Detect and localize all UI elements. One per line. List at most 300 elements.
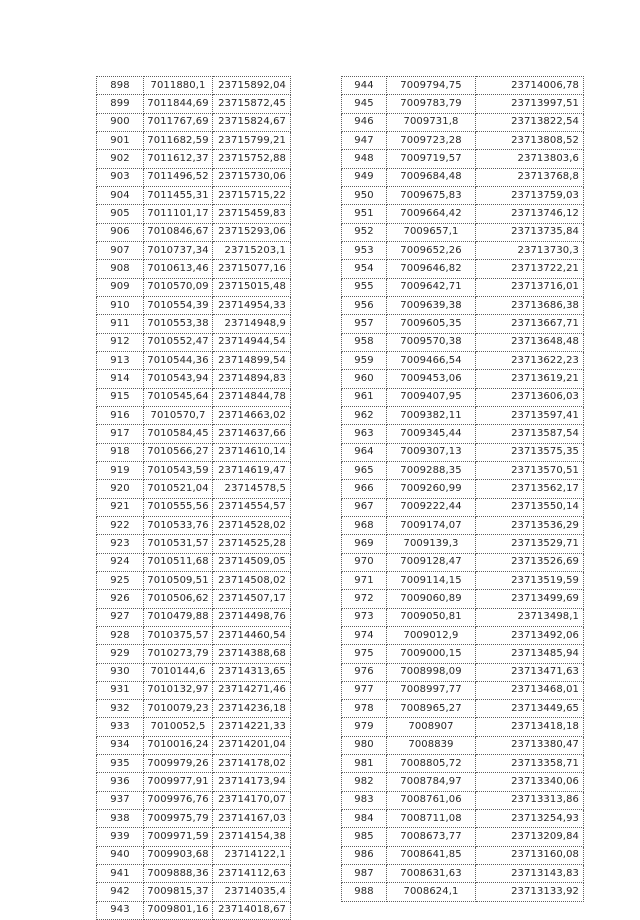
y-coordinate-cell: 23715715,22 [213, 186, 291, 204]
x-coordinate-cell: 7009639,38 [387, 296, 476, 314]
table-row [342, 718, 584, 736]
point-number-cell: 935 [97, 755, 144, 773]
table-row [342, 791, 584, 809]
y-coordinate-cell: 23713209,84 [476, 828, 584, 846]
point-number-cell: 900 [97, 113, 144, 131]
y-coordinate-cell: 23714112,63 [213, 865, 291, 883]
point-number-cell: 969 [342, 535, 387, 553]
table-row [97, 370, 291, 388]
x-coordinate-cell: 7009783,79 [387, 95, 476, 113]
y-coordinate-cell: 23713597,41 [476, 406, 584, 424]
point-number-cell: 910 [97, 296, 144, 314]
table-row [97, 278, 291, 296]
x-coordinate-cell: 7009731,8 [387, 113, 476, 131]
table-row [97, 681, 291, 699]
x-coordinate-cell: 7008805,72 [387, 755, 476, 773]
x-coordinate-cell: 7010521,04 [144, 480, 213, 498]
table-row [342, 278, 584, 296]
y-coordinate-cell: 23714944,54 [213, 333, 291, 351]
y-coordinate-cell: 23714167,03 [213, 810, 291, 828]
y-coordinate-cell: 23713822,54 [476, 113, 584, 131]
point-number-cell: 934 [97, 736, 144, 754]
y-coordinate-cell: 23713686,38 [476, 296, 584, 314]
point-number-cell: 971 [342, 571, 387, 589]
table-row [97, 315, 291, 333]
y-coordinate-cell: 23713648,48 [476, 333, 584, 351]
y-coordinate-cell: 23713622,23 [476, 351, 584, 369]
point-number-cell: 905 [97, 205, 144, 223]
point-number-cell: 931 [97, 681, 144, 699]
x-coordinate-cell: 7009815,37 [144, 883, 213, 901]
x-coordinate-cell: 7008907 [387, 718, 476, 736]
y-coordinate-cell: 23714899,54 [213, 351, 291, 369]
y-coordinate-cell: 23713499,69 [476, 590, 584, 608]
y-coordinate-cell: 23714035,4 [213, 883, 291, 901]
table-row [97, 865, 291, 883]
y-coordinate-cell: 23714122,1 [213, 846, 291, 864]
table-row [342, 535, 584, 553]
point-number-cell: 952 [342, 223, 387, 241]
x-coordinate-cell: 7011844,69 [144, 95, 213, 113]
x-coordinate-cell: 7009260,99 [387, 480, 476, 498]
point-number-cell: 913 [97, 351, 144, 369]
x-coordinate-cell: 7010144,6 [144, 663, 213, 681]
point-number-cell: 961 [342, 388, 387, 406]
point-number-cell: 974 [342, 626, 387, 644]
point-number-cell: 901 [97, 131, 144, 149]
y-coordinate-cell: 23715293,06 [213, 223, 291, 241]
table-row [97, 205, 291, 223]
x-coordinate-cell: 7009975,79 [144, 810, 213, 828]
x-coordinate-cell: 7010531,57 [144, 535, 213, 553]
table-row [97, 810, 291, 828]
x-coordinate-cell: 7010613,46 [144, 260, 213, 278]
point-number-cell: 917 [97, 425, 144, 443]
y-coordinate-cell: 23715015,48 [213, 278, 291, 296]
y-coordinate-cell: 23714948,9 [213, 315, 291, 333]
table-row [342, 388, 584, 406]
y-coordinate-cell: 23713526,69 [476, 553, 584, 571]
y-coordinate-cell: 23714844,78 [213, 388, 291, 406]
y-coordinate-cell: 23714173,94 [213, 773, 291, 791]
x-coordinate-cell: 7010552,47 [144, 333, 213, 351]
point-number-cell: 899 [97, 95, 144, 113]
y-coordinate-cell: 23715752,88 [213, 150, 291, 168]
point-number-cell: 945 [342, 95, 387, 113]
table-row [342, 333, 584, 351]
table-row [97, 883, 291, 901]
point-number-cell: 929 [97, 645, 144, 663]
coordinates-table-left [96, 76, 291, 920]
point-number-cell: 947 [342, 131, 387, 149]
y-coordinate-cell: 23713619,21 [476, 370, 584, 388]
x-coordinate-cell: 7009453,06 [387, 370, 476, 388]
point-number-cell: 909 [97, 278, 144, 296]
point-number-cell: 953 [342, 241, 387, 259]
y-coordinate-cell: 23713519,59 [476, 571, 584, 589]
x-coordinate-cell: 7009977,91 [144, 773, 213, 791]
point-number-cell: 920 [97, 480, 144, 498]
x-coordinate-cell: 7008624,1 [387, 883, 476, 901]
table-row [342, 736, 584, 754]
point-number-cell: 937 [97, 791, 144, 809]
table-row [97, 571, 291, 589]
x-coordinate-cell: 7008641,85 [387, 846, 476, 864]
y-coordinate-cell: 23713667,71 [476, 315, 584, 333]
x-coordinate-cell: 7010554,39 [144, 296, 213, 314]
table-row [342, 95, 584, 113]
point-number-cell: 980 [342, 736, 387, 754]
x-coordinate-cell: 7009657,1 [387, 223, 476, 241]
point-number-cell: 902 [97, 150, 144, 168]
y-coordinate-cell: 23715203,1 [213, 241, 291, 259]
table-row [97, 150, 291, 168]
y-coordinate-cell: 23713492,06 [476, 626, 584, 644]
x-coordinate-cell: 7008997,77 [387, 681, 476, 699]
y-coordinate-cell: 23713746,12 [476, 205, 584, 223]
x-coordinate-cell: 7011612,37 [144, 150, 213, 168]
y-coordinate-cell: 23714170,07 [213, 791, 291, 809]
point-number-cell: 946 [342, 113, 387, 131]
x-coordinate-cell: 7009407,95 [387, 388, 476, 406]
x-coordinate-cell: 7008711,08 [387, 810, 476, 828]
y-coordinate-cell: 23715077,16 [213, 260, 291, 278]
table-row [342, 461, 584, 479]
table-row [342, 626, 584, 644]
table-row [97, 516, 291, 534]
y-coordinate-cell: 23713716,01 [476, 278, 584, 296]
table-row [342, 370, 584, 388]
x-coordinate-cell: 7011101,17 [144, 205, 213, 223]
table-row [97, 755, 291, 773]
point-number-cell: 923 [97, 535, 144, 553]
point-number-cell: 938 [97, 810, 144, 828]
table-row [342, 241, 584, 259]
x-coordinate-cell: 7010553,38 [144, 315, 213, 333]
x-coordinate-cell: 7009012,9 [387, 626, 476, 644]
point-number-cell: 950 [342, 186, 387, 204]
y-coordinate-cell: 23714954,33 [213, 296, 291, 314]
y-coordinate-cell: 23713340,06 [476, 773, 584, 791]
y-coordinate-cell: 23714509,05 [213, 553, 291, 571]
x-coordinate-cell: 7009174,07 [387, 516, 476, 534]
table-row [342, 571, 584, 589]
point-number-cell: 908 [97, 260, 144, 278]
x-coordinate-cell: 7010079,23 [144, 700, 213, 718]
x-coordinate-cell: 7008761,06 [387, 791, 476, 809]
point-number-cell: 978 [342, 700, 387, 718]
x-coordinate-cell: 7011455,31 [144, 186, 213, 204]
y-coordinate-cell: 23713735,84 [476, 223, 584, 241]
x-coordinate-cell: 7010273,79 [144, 645, 213, 663]
table-row [342, 168, 584, 186]
y-coordinate-cell: 23714460,54 [213, 626, 291, 644]
x-coordinate-cell: 7008784,97 [387, 773, 476, 791]
x-coordinate-cell: 7009307,13 [387, 443, 476, 461]
point-number-cell: 933 [97, 718, 144, 736]
table-row [97, 333, 291, 351]
table-row [342, 113, 584, 131]
table-row [97, 223, 291, 241]
table-row [342, 498, 584, 516]
table-row [97, 461, 291, 479]
x-coordinate-cell: 7008631,63 [387, 865, 476, 883]
table-row [342, 828, 584, 846]
x-coordinate-cell: 7009976,76 [144, 791, 213, 809]
x-coordinate-cell: 7011880,1 [144, 77, 213, 95]
x-coordinate-cell: 7009684,48 [387, 168, 476, 186]
point-number-cell: 912 [97, 333, 144, 351]
table-row [342, 773, 584, 791]
point-number-cell: 914 [97, 370, 144, 388]
point-number-cell: 958 [342, 333, 387, 351]
x-coordinate-cell: 7009642,71 [387, 278, 476, 296]
x-coordinate-cell: 7008998,09 [387, 663, 476, 681]
y-coordinate-cell: 23713468,01 [476, 681, 584, 699]
x-coordinate-cell: 7010375,57 [144, 626, 213, 644]
y-coordinate-cell: 23713997,51 [476, 95, 584, 113]
y-coordinate-cell: 23713575,35 [476, 443, 584, 461]
y-coordinate-cell: 23714507,17 [213, 590, 291, 608]
y-coordinate-cell: 23713606,03 [476, 388, 584, 406]
table-row [342, 663, 584, 681]
table-row [342, 351, 584, 369]
point-number-cell: 921 [97, 498, 144, 516]
point-number-cell: 983 [342, 791, 387, 809]
x-coordinate-cell: 7009664,42 [387, 205, 476, 223]
y-coordinate-cell: 23714663,02 [213, 406, 291, 424]
y-coordinate-cell: 23714508,02 [213, 571, 291, 589]
point-number-cell: 918 [97, 443, 144, 461]
x-coordinate-cell: 7009288,35 [387, 461, 476, 479]
table-row [97, 296, 291, 314]
y-coordinate-cell: 23713730,3 [476, 241, 584, 259]
y-coordinate-cell: 23713536,29 [476, 516, 584, 534]
point-number-cell: 987 [342, 865, 387, 883]
y-coordinate-cell: 23713803,6 [476, 150, 584, 168]
point-number-cell: 904 [97, 186, 144, 204]
y-coordinate-cell: 23713768,8 [476, 168, 584, 186]
point-number-cell: 985 [342, 828, 387, 846]
y-coordinate-cell: 23713254,93 [476, 810, 584, 828]
y-coordinate-cell: 23713529,71 [476, 535, 584, 553]
x-coordinate-cell: 7009646,82 [387, 260, 476, 278]
table-row [97, 773, 291, 791]
point-number-cell: 960 [342, 370, 387, 388]
point-number-cell: 975 [342, 645, 387, 663]
table-row [97, 351, 291, 369]
y-coordinate-cell: 23714201,04 [213, 736, 291, 754]
y-coordinate-cell: 23714525,28 [213, 535, 291, 553]
table-row [97, 443, 291, 461]
x-coordinate-cell: 7011496,52 [144, 168, 213, 186]
point-number-cell: 924 [97, 553, 144, 571]
table-row [342, 223, 584, 241]
x-coordinate-cell: 7009979,26 [144, 755, 213, 773]
table-row [97, 95, 291, 113]
x-coordinate-cell: 7010846,67 [144, 223, 213, 241]
y-coordinate-cell: 23715872,45 [213, 95, 291, 113]
y-coordinate-cell: 23714554,57 [213, 498, 291, 516]
table-row [342, 883, 584, 901]
x-coordinate-cell: 7010506,62 [144, 590, 213, 608]
y-coordinate-cell: 23714006,78 [476, 77, 584, 95]
x-coordinate-cell: 7010533,76 [144, 516, 213, 534]
table-row [97, 388, 291, 406]
point-number-cell: 925 [97, 571, 144, 589]
point-number-cell: 922 [97, 516, 144, 534]
y-coordinate-cell: 23713380,47 [476, 736, 584, 754]
y-coordinate-cell: 23713133,92 [476, 883, 584, 901]
point-number-cell: 943 [97, 901, 144, 919]
x-coordinate-cell: 7009222,44 [387, 498, 476, 516]
point-number-cell: 984 [342, 810, 387, 828]
x-coordinate-cell: 7008673,77 [387, 828, 476, 846]
point-number-cell: 926 [97, 590, 144, 608]
y-coordinate-cell: 23714018,67 [213, 901, 291, 919]
table-row [97, 608, 291, 626]
x-coordinate-cell: 7009652,26 [387, 241, 476, 259]
x-coordinate-cell: 7009139,3 [387, 535, 476, 553]
point-number-cell: 956 [342, 296, 387, 314]
point-number-cell: 977 [342, 681, 387, 699]
table-row [97, 425, 291, 443]
table-row [342, 186, 584, 204]
table-row [342, 700, 584, 718]
y-coordinate-cell: 23714610,14 [213, 443, 291, 461]
table-row [342, 590, 584, 608]
x-coordinate-cell: 7010543,94 [144, 370, 213, 388]
table-row [97, 498, 291, 516]
table-row [342, 480, 584, 498]
x-coordinate-cell: 7009128,47 [387, 553, 476, 571]
table-row [97, 77, 291, 95]
table-row [342, 150, 584, 168]
point-number-cell: 959 [342, 351, 387, 369]
y-coordinate-cell: 23713587,54 [476, 425, 584, 443]
table-row [97, 718, 291, 736]
x-coordinate-cell: 7010544,36 [144, 351, 213, 369]
point-number-cell: 986 [342, 846, 387, 864]
table-row [97, 626, 291, 644]
table-row [342, 131, 584, 149]
y-coordinate-cell: 23714221,33 [213, 718, 291, 736]
table-row [342, 645, 584, 663]
table-row [97, 113, 291, 131]
point-number-cell: 963 [342, 425, 387, 443]
x-coordinate-cell: 7010566,27 [144, 443, 213, 461]
y-coordinate-cell: 23715799,21 [213, 131, 291, 149]
table-row [342, 810, 584, 828]
x-coordinate-cell: 7009382,11 [387, 406, 476, 424]
y-coordinate-cell: 23713562,17 [476, 480, 584, 498]
x-coordinate-cell: 7009000,15 [387, 645, 476, 663]
y-coordinate-cell: 23713498,1 [476, 608, 584, 626]
table-row [342, 205, 584, 223]
table-row [342, 315, 584, 333]
y-coordinate-cell: 23714271,46 [213, 681, 291, 699]
table-row [97, 700, 291, 718]
table-row [97, 663, 291, 681]
y-coordinate-cell: 23714637,66 [213, 425, 291, 443]
point-number-cell: 962 [342, 406, 387, 424]
y-coordinate-cell: 23714236,18 [213, 700, 291, 718]
point-number-cell: 955 [342, 278, 387, 296]
table-row [342, 425, 584, 443]
table-row [97, 645, 291, 663]
table-row [97, 846, 291, 864]
table-row [97, 736, 291, 754]
table-row [342, 681, 584, 699]
point-number-cell: 942 [97, 883, 144, 901]
x-coordinate-cell: 7010543,59 [144, 461, 213, 479]
y-coordinate-cell: 23713449,65 [476, 700, 584, 718]
table-row [342, 406, 584, 424]
x-coordinate-cell: 7008839 [387, 736, 476, 754]
table-row [97, 186, 291, 204]
point-number-cell: 930 [97, 663, 144, 681]
y-coordinate-cell: 23713570,51 [476, 461, 584, 479]
y-coordinate-cell: 23713358,71 [476, 755, 584, 773]
table-row [97, 791, 291, 809]
point-number-cell: 916 [97, 406, 144, 424]
point-number-cell: 973 [342, 608, 387, 626]
point-number-cell: 954 [342, 260, 387, 278]
point-number-cell: 911 [97, 315, 144, 333]
y-coordinate-cell: 23714498,76 [213, 608, 291, 626]
point-number-cell: 927 [97, 608, 144, 626]
table-row [342, 846, 584, 864]
point-number-cell: 949 [342, 168, 387, 186]
point-number-cell: 928 [97, 626, 144, 644]
point-number-cell: 940 [97, 846, 144, 864]
x-coordinate-cell: 7009971,59 [144, 828, 213, 846]
y-coordinate-cell: 23713160,08 [476, 846, 584, 864]
table-row [97, 480, 291, 498]
point-number-cell: 941 [97, 865, 144, 883]
y-coordinate-cell: 23713471,63 [476, 663, 584, 681]
x-coordinate-cell: 7009719,57 [387, 150, 476, 168]
table-row [97, 131, 291, 149]
x-coordinate-cell: 7009050,81 [387, 608, 476, 626]
x-coordinate-cell: 7009114,15 [387, 571, 476, 589]
table-row [97, 553, 291, 571]
y-coordinate-cell: 23714154,38 [213, 828, 291, 846]
coordinates-table-right-body [342, 77, 584, 902]
y-coordinate-cell: 23713759,03 [476, 186, 584, 204]
point-number-cell: 939 [97, 828, 144, 846]
x-coordinate-cell: 7009801,16 [144, 901, 213, 919]
point-number-cell: 967 [342, 498, 387, 516]
x-coordinate-cell: 7010052,5 [144, 718, 213, 736]
x-coordinate-cell: 7009570,38 [387, 333, 476, 351]
coordinates-table-left-body [97, 77, 291, 920]
table-row [342, 443, 584, 461]
x-coordinate-cell: 7009903,68 [144, 846, 213, 864]
table-row [342, 296, 584, 314]
y-coordinate-cell: 23713722,21 [476, 260, 584, 278]
x-coordinate-cell: 7010737,34 [144, 241, 213, 259]
x-coordinate-cell: 7008965,27 [387, 700, 476, 718]
y-coordinate-cell: 23714178,02 [213, 755, 291, 773]
table-row [97, 241, 291, 259]
table-row [342, 755, 584, 773]
y-coordinate-cell: 23714528,02 [213, 516, 291, 534]
y-coordinate-cell: 23715459,83 [213, 205, 291, 223]
point-number-cell: 915 [97, 388, 144, 406]
y-coordinate-cell: 23713418,18 [476, 718, 584, 736]
x-coordinate-cell: 7009060,89 [387, 590, 476, 608]
